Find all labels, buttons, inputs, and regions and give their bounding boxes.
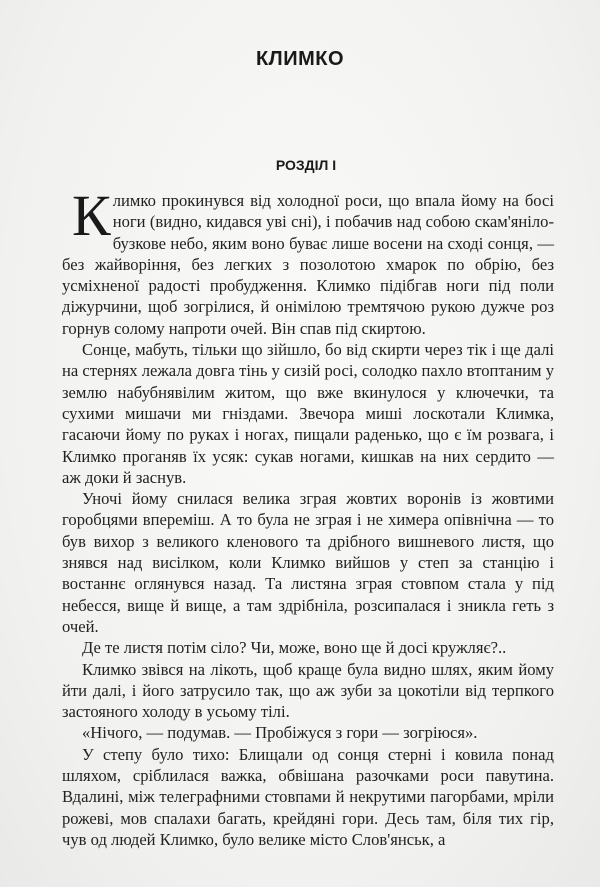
paragraph-2: Сонце, мабуть, тільки що зійшло, бо від скирти через тік і ще далі на стернях лежала довга тінь у сизій росі, солодко пахло втоптаним у землю набубнявілим житом, що вже вкинулося у ключечки, та сухими мишачи ми гніздами. Звечора миші лоскотали Климка, гасаючи йому по руках і ногах, пищали раденько, що є їм розвага, і Климко проганяв їх усяк: сукав ногами, кишкав на них сердито — аж доки й заснув. — [62, 340, 554, 487]
paragraph-4: Де те листя потім сіло? Чи, може, воно ще й досі кружляє?.. — [82, 638, 507, 658]
page-title: КЛИМКО — [255, 48, 345, 70]
paragraph-7: У степу було тихо: Блищали од сонця стерні і ковила понад шляхом, сріблилася важка, обвішана разочками роси павутина. Вдалині, між телеграфними стовпами й некрутими пагорбами, мріли рожеві, мов спалахи багать, крейдяні гори. Десь там, біля тих гір, чув од людей Климко, було велике місто Слов'янськ, а — [62, 744, 554, 849]
paragraph-6: «Нічого, — подумав. — Пробіжуся з гори — зогріюся». — [82, 723, 478, 743]
drop-cap: К — [72, 183, 111, 248]
chapter-heading: РОЗДІЛ І — [275, 157, 337, 173]
paragraph-1-text: лимко прокинувся від холодної роси, що впала йому на босі ноги (видно, кидався уві сні), і побачив над собою скам'яніло-бузкове небо, яким воно буває лише восени на сході сонця, — без жайворіння, без легких з позолотою хмарок по обрію, без усміхненої радості пробудження. Климко підібгав ноги під поли діжурчини, щоб зогрілися, й онімілою тремтячою рукою дужче роз горнув солому напроти очей. Він спав під скиртою. — [62, 191, 554, 338]
paragraph-5: Климко звівся на лікоть, щоб краще була видно шлях, яким йому йти далі, і його затрусило так, що аж зуби за цокотіли від терпкого застояного холоду в усьому тілі. — [62, 659, 554, 722]
paragraph-1 — [62, 183, 554, 339]
body-text — [62, 183, 554, 850]
paragraph-3: Уночі йому снилася велика зграя жовтих воронів із жовтими горобцями впереміш. А то була не зграя і не химера опівнічна — то був вихор з великого кленового та дрібного вишневого листя, що знявся над висілком, коли Климко вийшов у степ за станцію і востаннє оглянувся назад. Та листяна зграя стовпом стала у під небесся, вище й вище, а там здрібніла, розсипалася і зникла геть з очей. — [62, 489, 554, 636]
